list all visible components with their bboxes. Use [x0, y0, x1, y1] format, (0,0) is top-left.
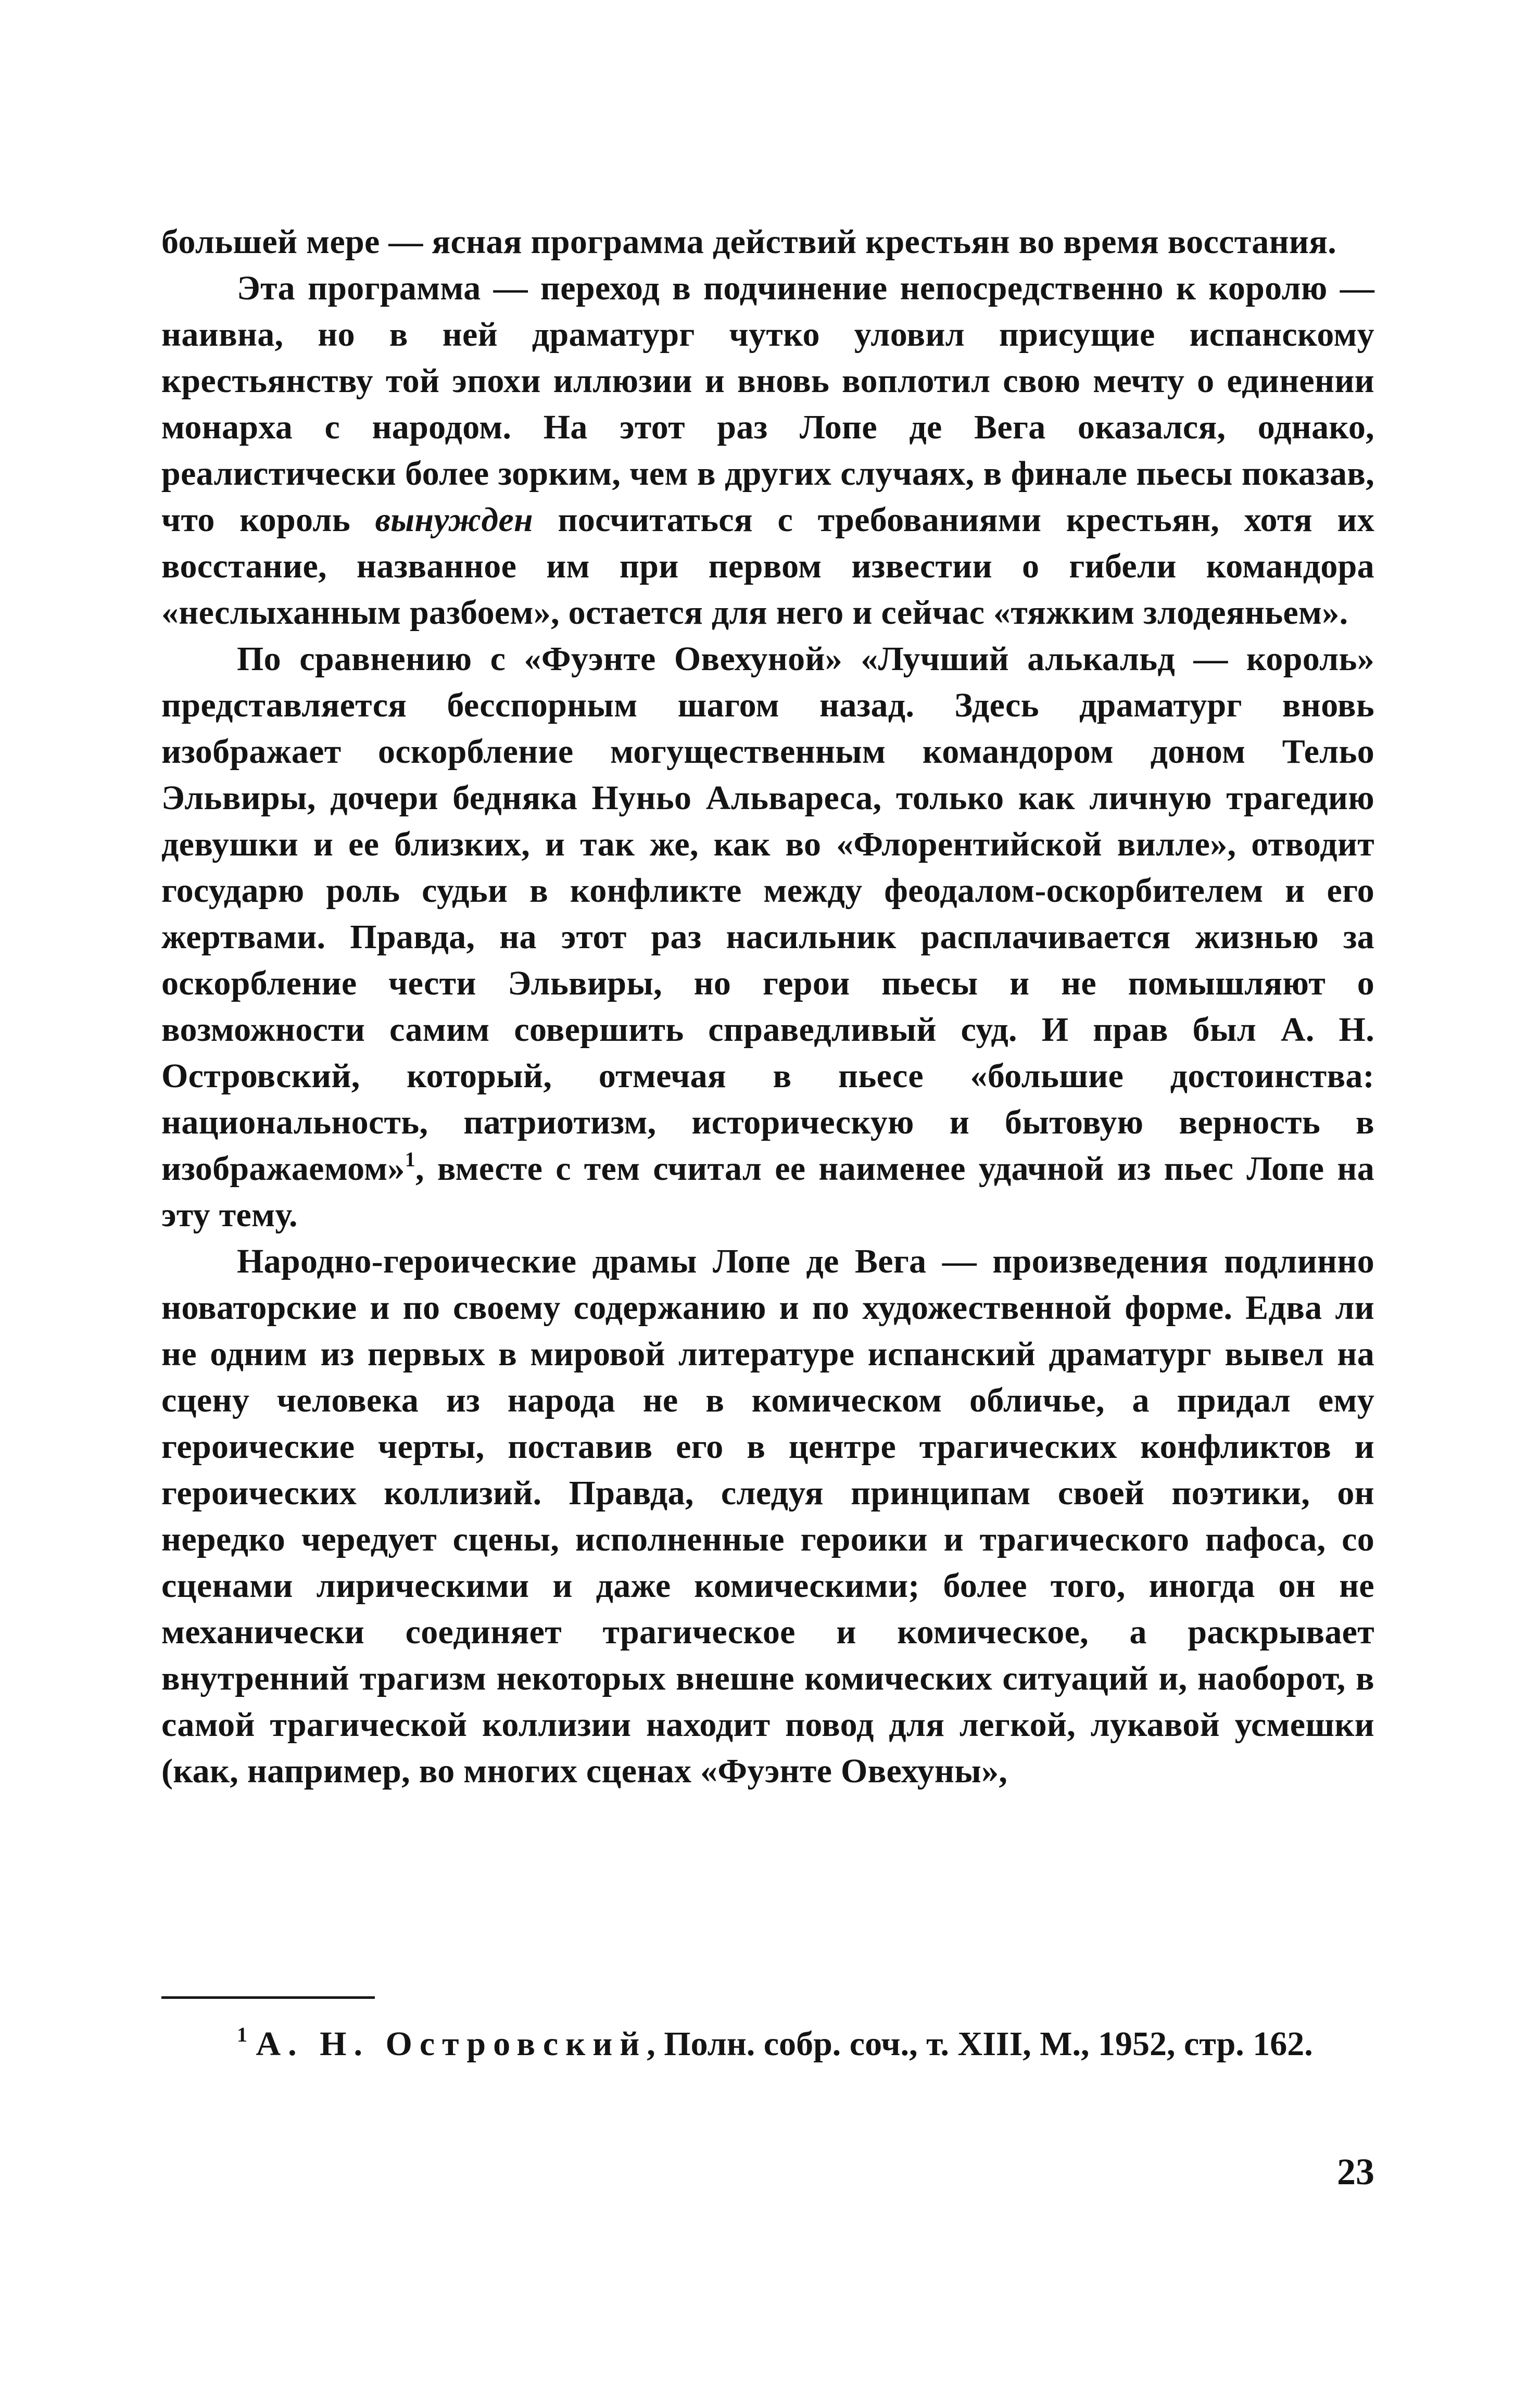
footnote-reference: 1: [405, 1148, 416, 1171]
page-body: [161, 219, 1374, 1794]
paragraph-2-text-b: посчитаться с требованиями крестьян, хотя их восстание, названное им при первом известии о гибели командора «неслыханным разбоем», остается для него и сейчас «тяжким злодеяньем».: [161, 501, 1374, 632]
footnote-divider: [161, 1996, 375, 1999]
paragraph-2-text-a: Эта программа — переход в подчинение непосредственно к королю — наивна, но в ней драматург чутко уловил присущие испанскому крестьянству той эпохи иллюзии и вновь воплотил свою мечту о единении монарха с народом. На этот раз Лопе де Вега оказался, однако, реалистически более зорким, чем в других случаях, в финале пьесы показав, что король: [161, 269, 1374, 539]
paragraph-3-text-a: По сравнению с «Фуэнте Овехуной» «Лучший алькальд — король» представляется бесспорным шагом назад. Здесь драматург вновь изображает оскорбление могущественным командором доном Тельо Эльвиры, дочери бедняка Нуньо Альвареса, только как личную трагедию девушки и ее близких, и так же, как во «Флорентийской вилле», отводит государю роль судьи в конфликте между феодалом-оскорбителем и его жертвами. Правда, на этот раз насильник расплачивается жизнью за оскорбление чести Эльвиры, но герои пьесы и не помышляют о возможности самим совершить справедливый суд. И прав был А. Н. Островский, который, отмечая в пьесе «большие достоинства: национальность, патриотизм, историческую и бытовую верность в изображаемом»: [161, 640, 1374, 1188]
paragraph-3-text-b: , вместе с тем считал ее наименее удачной из пьес Лопе на эту тему.: [161, 1150, 1374, 1234]
paragraph-4: Народно-героические драмы Лопе де Вега — произведения подлинно новаторские и по своему содержанию и по художественной форме. Едва ли не одним из первых в мировой литературе испанский драматург вывел на сцену человека из народа не в комическом обличье, а придал ему героические черты, поставив его в центре трагических конфликтов и героических коллизий. Правда, следуя принципам своей поэтики, он нередко чередует сцены, исполненные героики и трагического пафоса, со сценами лирическими и даже комическими; более того, иногда он не механически соединяет трагическое и комическое, а раскрывает внутренний трагизм некоторых внешне комических ситуаций и, наоборот, в самой трагической коллизии находит повод для легкой, лукавой усмешки (как, например, во многих сценах «Фуэнте Овехуны»,: [161, 1242, 1374, 1790]
footnote-mark: 1: [237, 2023, 247, 2046]
page-number: 23: [1337, 2151, 1374, 2193]
footnote: [161, 2020, 1374, 2068]
paragraph-2: [161, 265, 1374, 636]
footnote-text: , Полн. собр. соч., т. XIII, М., 1952, стр. 162.: [647, 2025, 1313, 2063]
paragraph-2-emphasis: вынужден: [375, 501, 533, 539]
paragraph-1: большей мере — ясная программа действий крестьян во время восстания.: [161, 223, 1337, 261]
footnote-author: А. Н. Островский: [256, 2025, 647, 2063]
paragraph-3: [161, 636, 1374, 1238]
